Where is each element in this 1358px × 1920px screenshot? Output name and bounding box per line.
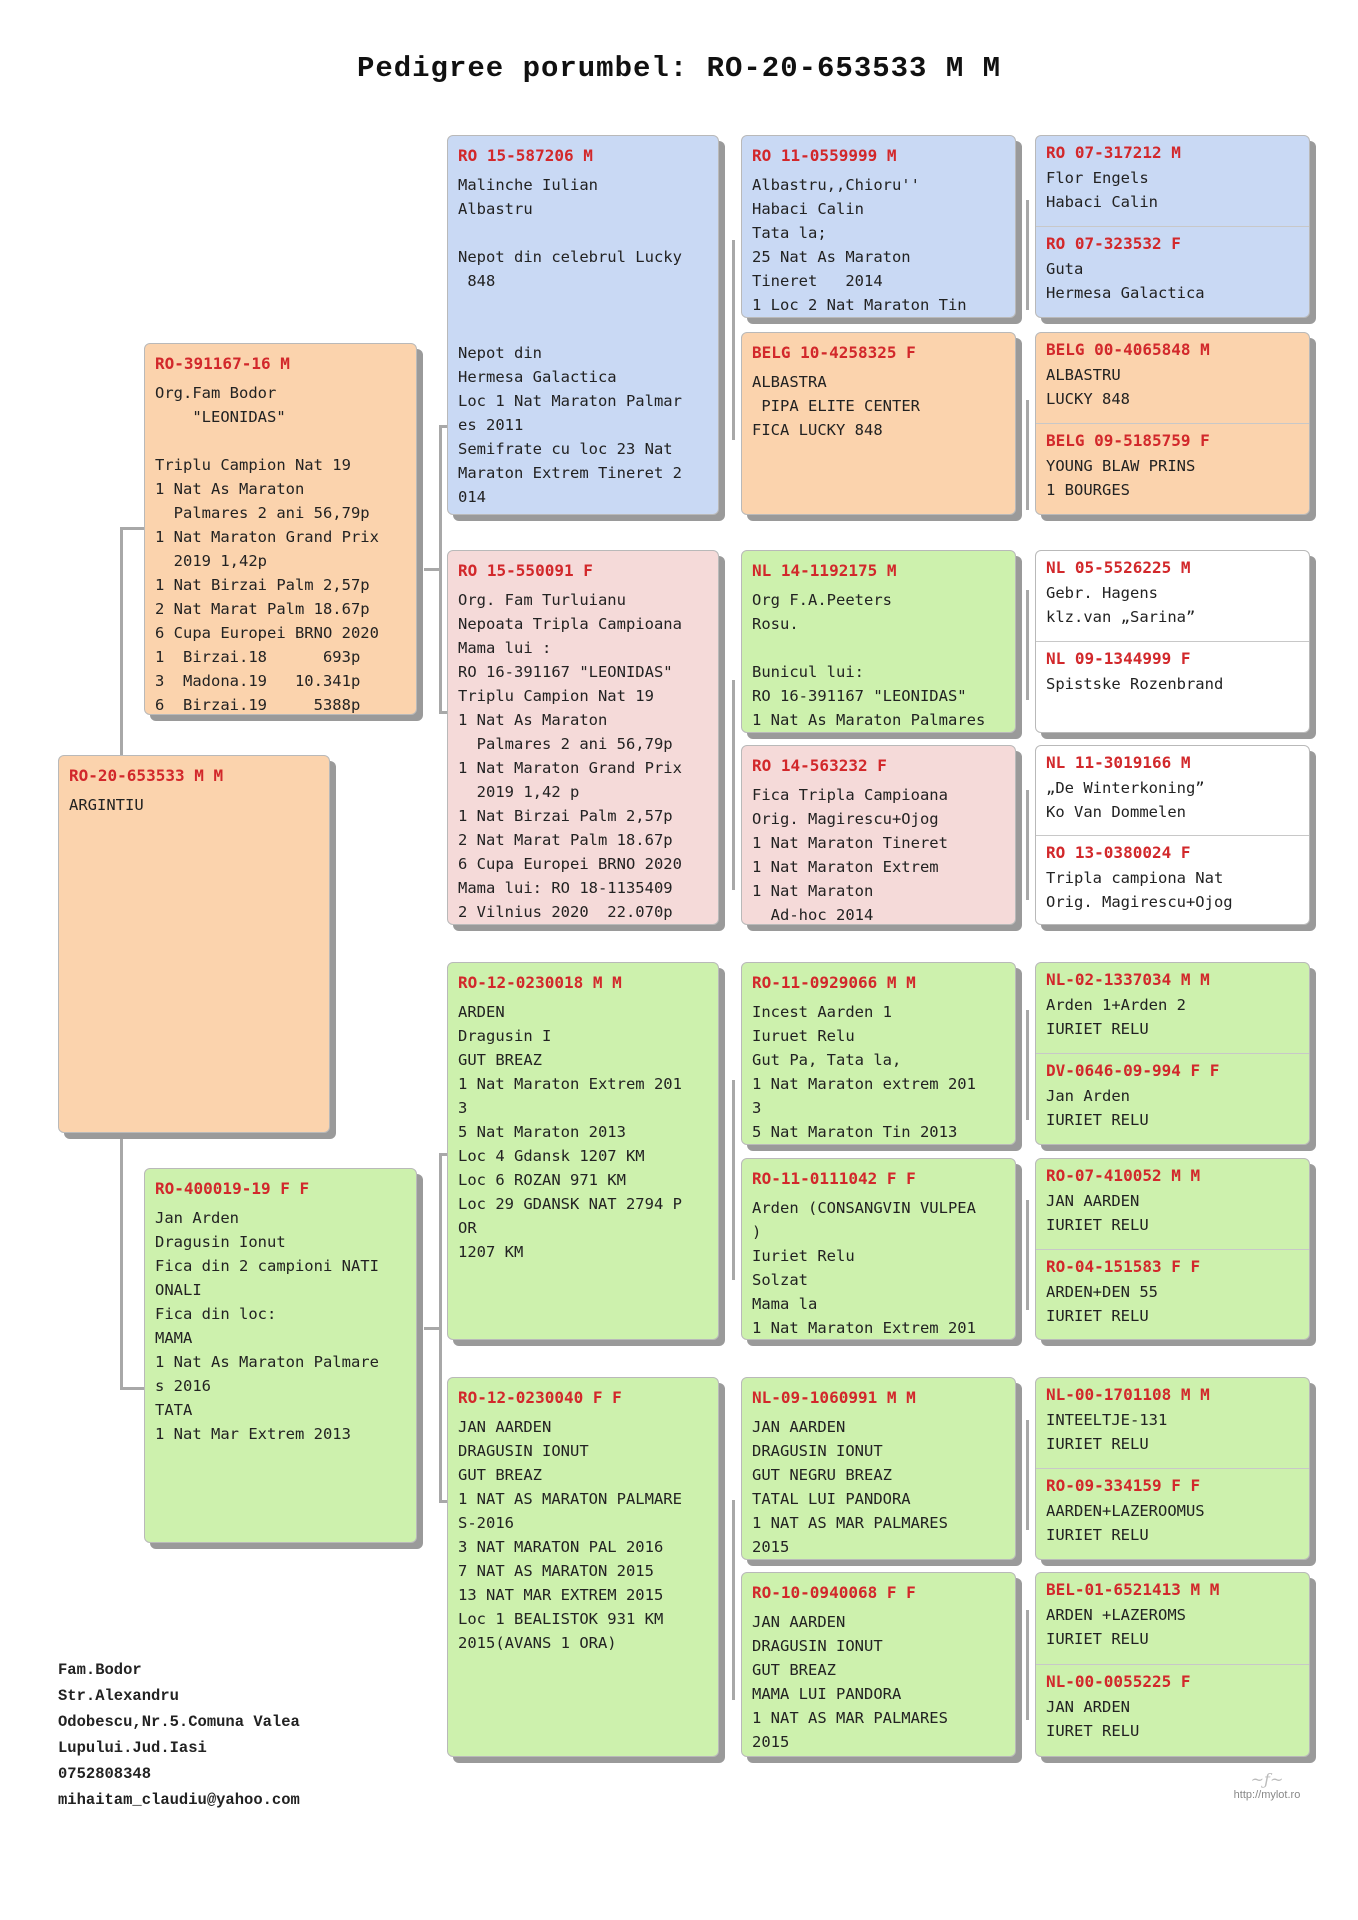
ring-number: NL 05-5526225 M [1046,558,1191,577]
great-grandparent-box [741,962,1016,1145]
great-grandparent-box [741,1377,1016,1560]
pigeon-info: Malinche Iulian Albastru Nepot din celebrul Lucky 848 Nepot din Hermesa Galactica Loc 1 Nat Maraton Palmar es 2011 Semifrate cu loc 23 Nat Maraton Extrem Tineret 2 014 [458,176,682,506]
great-grandparent-box [741,332,1016,515]
connector-line [1026,1420,1029,1530]
pigeon-info: „De Winterkoning” Ko Van Dommelen [1046,779,1205,821]
ancestor-cock [1036,551,1309,642]
pigeon-info: AARDEN+LAZEROOMUS IURIET RELU [1046,1502,1205,1544]
ancestor-pair-box [1035,332,1310,515]
pigeon-info: Jan Arden IURIET RELU [1046,1087,1149,1129]
ancestor-hen [1036,836,1309,925]
pigeon-info: ARDEN+DEN 55 IURIET RELU [1046,1283,1158,1325]
pigeon-info: Jan Arden Dragusin Ionut Fica din 2 campioni NATI ONALI Fica din loc: MAMA 1 Nat As Maraton Palmare s 2016 TATA 1 Nat Mar Extrem 2013 [155,1209,379,1443]
connector-line [732,1080,735,1280]
ring-number: NL 09-1344999 F [1046,649,1191,668]
ring-number: RO-07-410052 M M [1046,1166,1201,1185]
ancestor-hen [1036,1469,1309,1560]
great-grandparent-box [741,135,1016,318]
ancestor-cock [1036,1378,1309,1469]
pigeon-info: JAN ARDEN IURET RELU [1046,1698,1140,1740]
pigeon-info: JAN AARDEN DRAGUSIN IONUT GUT NEGRU BREAZ TATAL LUI PANDORA 1 NAT AS MAR PALMARES 2015 [752,1418,948,1556]
connector-line [732,1500,735,1700]
great-grandparent-box [741,550,1016,733]
subject-pigeon-box [58,755,330,1133]
pigeon-info: ARDEN Dragusin I GUT BREAZ 1 Nat Maraton Extrem 201 3 5 Nat Maraton 2013 Loc 4 Gdansk 1207 KM Loc 6 ROZAN 971 KM Loc 29 GDANSK NAT 2794 P OR 1207 KM [458,1003,682,1261]
ancestor-cock [1036,746,1309,836]
connector-line [424,1327,441,1330]
sire-box [144,343,417,715]
pigeon-info: Org F.A.Peeters Rosu. Bunicul lui: RO 16-391167 "LEONIDAS" 1 Nat As Maraton Palmares [752,591,986,729]
connector-line [1026,400,1029,510]
page-title: Pedigree porumbel: RO-20-653533 M M [356,52,1002,85]
ancestor-hen [1036,642,1309,733]
connector-line [1026,1010,1029,1120]
ring-number: NL 14-1192175 M [752,561,897,580]
pigeon-info: Spistske Rozenbrand [1046,675,1224,693]
pigeon-info: JAN AARDEN DRAGUSIN IONUT GUT BREAZ MAMA LUI PANDORA 1 NAT AS MAR PALMARES 2015 [752,1613,948,1751]
ancestor-pair-box [1035,135,1310,318]
pigeon-info: Albastru,,Chioru'' Habaci Calin Tata la; 25 Nat As Maraton Tineret 2014 1 Loc 2 Nat Maraton Tin [752,176,967,314]
pigeon-info: JAN AARDEN IURIET RELU [1046,1192,1149,1234]
ancestor-hen [1036,227,1309,318]
ancestor-pair-box [1035,550,1310,733]
ring-number: NL-02-1337034 M M [1046,970,1210,989]
pigeon-info: Tripla campiona Nat Orig. Magirescu+Ojog [1046,869,1233,911]
ring-number: RO 15-587206 M [458,146,593,165]
ring-number: RO-11-0929066 M M [752,973,916,992]
ring-number: RO-400019-19 F F [155,1179,310,1198]
grandparent-box [447,550,719,925]
connector-line [1026,590,1029,700]
connector-line [1026,1200,1029,1310]
pigeon-info: Arden (CONSANGVIN VULPEA ) Iuriet Relu Solzat Mama la 1 Nat Maraton Extrem 201 [752,1199,976,1337]
connector-line [1026,790,1029,900]
pigeon-info: INTEELTJE-131 IURIET RELU [1046,1411,1168,1453]
ring-number: RO-11-0111042 F F [752,1169,916,1188]
ancestor-cock [1036,333,1309,424]
ring-number: DV-0646-09-994 F F [1046,1061,1220,1080]
ring-number: NL-09-1060991 M M [752,1388,916,1407]
ring-number: RO-20-653533 M M [69,766,224,785]
pigeon-info: Gebr. Hagens klz.van „Sarina” [1046,584,1196,626]
connector-line [1026,1610,1029,1720]
ancestor-hen [1036,1665,1309,1757]
ancestor-hen [1036,1250,1309,1340]
watermark-stamp [1212,1770,1322,1801]
ancestor-hen [1036,1054,1309,1145]
ring-number: RO-12-0230040 F F [458,1388,622,1407]
ancestor-cock [1036,1573,1309,1665]
pigeon-info: YOUNG BLAW PRINS 1 BOURGES [1046,457,1196,499]
dam-box [144,1168,417,1543]
pigeon-info: ARDEN +LAZEROMS IURIET RELU [1046,1606,1186,1648]
ring-number: NL 11-3019166 M [1046,753,1191,772]
ring-number: BELG 09-5185759 F [1046,431,1210,450]
connector-line [1026,200,1029,310]
stamp-url: http://mylot.ro [1233,1789,1301,1801]
pigeon-info: ARGINTIU [69,796,144,814]
great-grandparent-box [741,745,1016,925]
ring-number: RO-12-0230018 M M [458,973,622,992]
ring-number: BEL-01-6521413 M M [1046,1580,1220,1599]
ring-number: RO-04-151583 F F [1046,1257,1201,1276]
ring-number: RO 13-0380024 F [1046,843,1191,862]
ancestor-pair-box [1035,962,1310,1145]
ring-number: RO-391167-16 M [155,354,290,373]
connector-line [424,568,441,571]
connector-line [732,240,735,440]
owner-contact: Fam.Bodor Str.Alexandru Odobescu,Nr.5.Comuna Valea Lupului.Jud.Iasi 0752808348 mihaitam_claudiu@yahoo.com [58,1661,300,1809]
ancestor-pair-box [1035,1158,1310,1340]
grandparent-box [447,962,719,1340]
ring-number: RO 11-0559999 M [752,146,897,165]
pigeon-info: JAN AARDEN DRAGUSIN IONUT GUT BREAZ 1 NAT AS MARATON PALMARE S-2016 3 NAT MARATON PAL 2016 7 NAT AS MARATON 2015 13 NAT MAR EXTREM 2015 Loc 1 BEALISTOK 931 KM 2015(AVANS 1 ORA) [458,1418,682,1652]
grandparent-box [447,135,719,515]
ring-number: RO 14-563232 F [752,756,887,775]
ancestor-cock [1036,136,1309,227]
pigeon-info: Incest Aarden 1 Iuruet Relu Gut Pa, Tata la, 1 Nat Maraton extrem 201 3 5 Nat Maraton Tin 2013 [752,1003,976,1141]
ancestor-pair-box [1035,1572,1310,1757]
ring-number: BELG 00-4065848 M [1046,340,1210,359]
ancestor-pair-box [1035,745,1310,925]
great-grandparent-box [741,1572,1016,1757]
connector-line [732,680,735,890]
pigeon-info: Fica Tripla Campioana Orig. Magirescu+Ojog 1 Nat Maraton Tineret 1 Nat Maraton Extrem 1 Nat Maraton Ad-hoc 2014 [752,786,948,924]
ring-number: NL-00-0055225 F [1046,1672,1191,1691]
ring-number: RO-09-334159 F F [1046,1476,1201,1495]
ring-number: RO-10-0940068 F F [752,1583,916,1602]
ancestor-hen [1036,424,1309,515]
grandparent-box [447,1377,719,1757]
signature-icon: ~ƒ~ [1250,1770,1284,1789]
ring-number: BELG 10-4258325 F [752,343,916,362]
connector-line [120,527,144,530]
ancestor-cock [1036,963,1309,1054]
pigeon-info: ALBASTRA PIPA ELITE CENTER FICA LUCKY 848 [752,373,920,439]
pigeon-info: Guta Hermesa Galactica [1046,260,1205,302]
great-grandparent-box [741,1158,1016,1340]
ring-number: RO 15-550091 F [458,561,593,580]
ancestor-pair-box [1035,1377,1310,1560]
pigeon-info: Org.Fam Bodor "LEONIDAS" Triplu Campion Nat 19 1 Nat As Maraton Palmares 2 ani 56,79p 1 Nat Maraton Grand Prix 2019 1,42p 1 Nat Birzai Palm 2,57p 2 Nat Marat Palm 18.67p 6 Cupa Europei BRNO 2020 1 Birzai.18 693p 3 Madona.19 10.341p 6 Birzai.19 5388p [155,384,379,714]
pigeon-info: Flor Engels Habaci Calin [1046,169,1158,211]
connector-line [120,1387,144,1390]
ring-number: NL-00-1701108 M M [1046,1385,1210,1404]
pigeon-info: Org. Fam Turluianu Nepoata Tripla Campioana Mama lui : RO 16-391167 "LEONIDAS" Triplu Campion Nat 19 1 Nat As Maraton Palmares 2 ani 56,79p 1 Nat Maraton Grand Prix 2019 1,42 p 1 Nat Birzai Palm 2,57p 2 Nat Marat Palm 18.67p 6 Cupa Europei BRNO 2020 Mama lui: RO 18-1135409 2 Vilnius 2020 22.070p [458,591,682,921]
pigeon-info: Arden 1+Arden 2 IURIET RELU [1046,996,1186,1038]
ancestor-cock [1036,1159,1309,1250]
pigeon-info: ALBASTRU LUCKY 848 [1046,366,1130,408]
ring-number: RO 07-323532 F [1046,234,1181,253]
ring-number: RO 07-317212 M [1046,143,1181,162]
